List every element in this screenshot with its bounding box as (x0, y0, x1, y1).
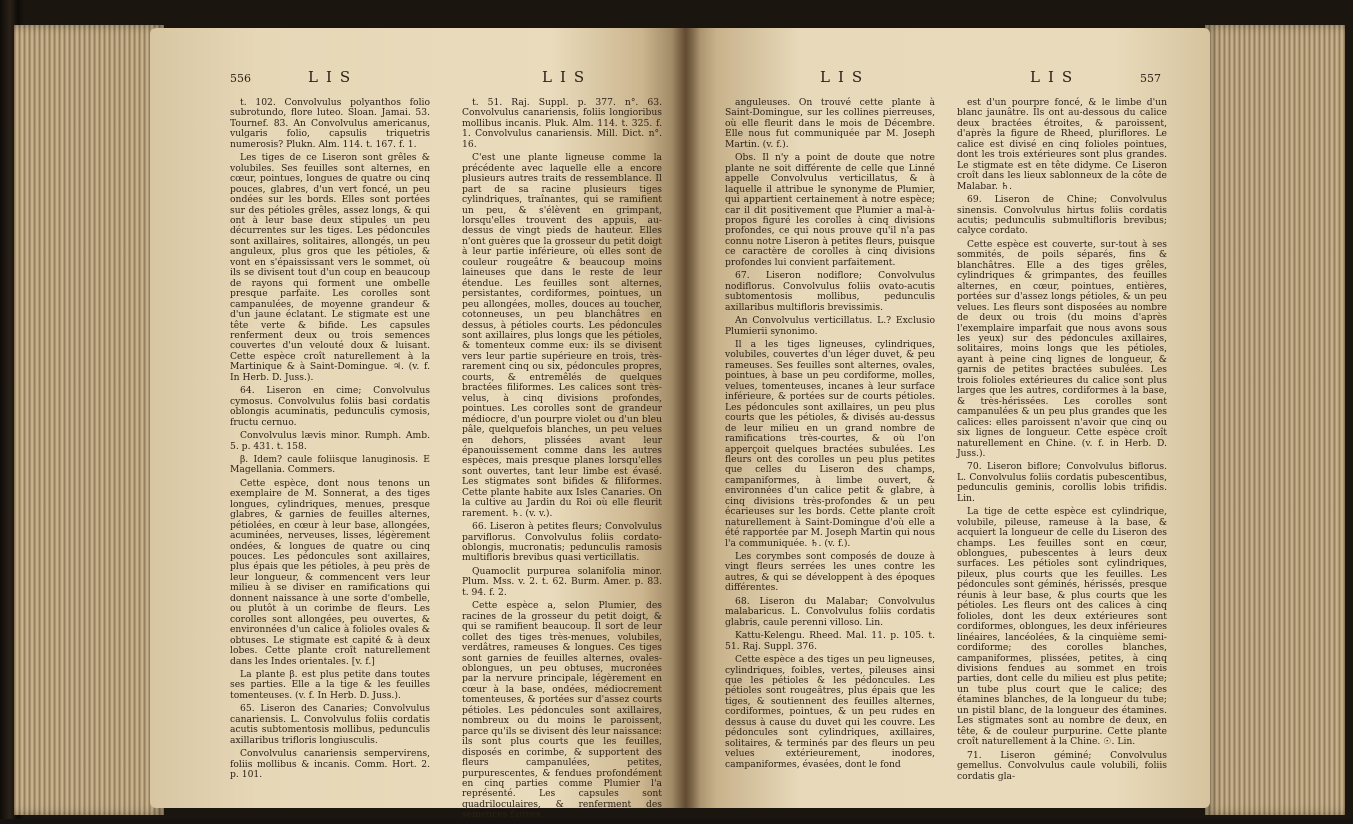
book-gutter (672, 28, 700, 808)
paragraph: Convolvulus canariensis sempervirens, foliis mollibus & incanis. Comm. Hort. 2. p. 101. (230, 748, 430, 781)
paragraph: anguleuses. On trouvé cette plante à Saint-Domingue, sur les collines pierreuses, où elle fleurit dans le mois de Décembre. Elle nous fut communiquée par M. Joseph Martin. (v. f.). (725, 97, 935, 150)
right-page-edges (1205, 25, 1345, 815)
paragraph: Il a les tiges ligneuses, cylindriques, volubiles, couvertes d'un léger duvet, & peu rameuses. Ses feuilles sont alternes, ovales, pointues, à base un peu cordiforme, molles, velues, tomenteuses, incanes à leur surface inférieure, & portées sur de courts pétioles. Les pédoncules sont axillaires, un peu plus courts que les pétioles, & divisés au-dessus de leur milieu en un grand nombre de ramifications très-courtes, & où l'on apperçoit quelques bractées subulées. Les fleurs ont des corolles un peu plus petites que celles du Liseron des champs, campaniformes, à limbe ouvert, & environnées d'un calice petit & glabre, à cinq divisions très-profondes & un peu écarieuses sur les bords. Cette plante croît naturellement à Saint-Domingue d'où elle a été rapportée par M. Joseph Martin qui nous l'a communiquée. ♄. (v. f.). (725, 338, 935, 549)
paragraph: Convolvulus lævis minor. Rumph. Amb. 5. p. 431. t. 158. (230, 430, 430, 452)
paragraph: Cette espèce a, selon Plumier, des racines de la grosseur du petit doigt, & qui se ramifient beaucoup. Il sort de leur collet des tiges très-menues, volubiles, verdâtres, rameuses & longues. Ces tiges sont garnies de feuilles alternes, ovales-oblongues, un peu obtuses, mucronées par la nervure principale, légèrement en cœur à la base, ondées, médiocrement tomenteuses, & portées sur d'assez courts pétioles. Les pédoncules sont axillaires, nombreux ou du moins le paroissent, parce qu'ils se divisent dès leur naissance: ils sont plus courts que les feuilles, disposés en corimbe, & supportent des fleurs campanulées, petites, purpurescentes, & fendues profondément en cinq parties comme Plumier l'a représenté. Les capsules sont quadriloculaires, & renferment des semences fauves, (462, 600, 662, 821)
page-number: 557 (1140, 72, 1161, 85)
paragraph: est d'un pourpre foncé, & le limbe d'un blanc jaunâtre. Ils ont au-dessous du calice deux bractées étroites, & paroissent, d'après la figure de Rheed, pluriflores. Le calice est divisé en cinq folioles pointues, dont les trois extérieures sont plus grandes. Le stigmate est en tête didyme. Ce Liseron croît dans les lieux sablonneux de la côte de Malabar. ♄. (957, 97, 1167, 192)
paragraph: 67. Liseron nodiflore; Convolvulus nodiflorus. Convolvulus foliis ovato-acutis subtomentosis mollibus, pedunculis axillaribus multifloris brevissimis. (725, 270, 935, 313)
running-head: LIS (308, 68, 359, 86)
running-head: LIS (820, 68, 871, 86)
paragraph: 69. Liseron de Chine; Convolvulus sinensis. Convolvulus hirtus foliis cordatis acutis; pedunculis submultifloris brevibus; calyce cordato. (957, 194, 1167, 237)
paragraph: La tige de cette espèce est cylindrique, volubile, pileuse, rameuse à la base, & acquiert la longueur de celle du Liseron des champs. Les feuilles sont en cœur, oblongues, pubescentes à leurs deux surfaces. Les pétioles sont cylindriques, pileux, plus courts que les feuilles. Les pédoncules sont géminés, hérissés, presque réunis à leur base, & plus courts que les pétioles. Les fleurs ont des calices à cinq folioles, dont les deux extérieures sont cordiformes, oblongues, les deux inférieures linéaires, lancéolées, & la cinquième semi-cordiforme; des corolles blanches, campaniformes, plissées, petites, à cinq divisions fendues au sommet en trois parties, dont celle du milieu est plus petite; un tube plus court que le calice; des étamines blanches, de la longueur du tube; un pistil blanc, de la longueur des étamines. Les stigmates sont au nombre de deux, en tête, & de couleur purpurine. Cette plante croît naturellement à la Chine. ☉. Lin. (957, 506, 1167, 748)
paragraph: β. Idem? caule foliisque lanuginosis. E Magellania. Commers. (230, 453, 430, 476)
paragraph: t. 102. Convolvulus polyanthos folio subrotundo, flore luteo. Sloan. Jamai. 53. Tournef. 83. An Convolvulus americanus, vulgaris folio, capsulis triquetris numerosis? Plukn. Alm. 114. t. 167. f. 1. (230, 97, 430, 150)
paragraph: t. 51. Raj. Suppl. p. 377. n°. 63. Convolvulus canariensis, foliis longioribus mollibus incanis. Pluk. Alm. 114. t. 325. f. 1. Convolvulus canariensis. Mill. Dict. n°. 16. (462, 97, 662, 150)
text-column (725, 98, 935, 773)
paragraph: Quamoclit purpurea solanifolia minor. Plum. Mss. v. 2. t. 62. Burm. Amer. p. 83. t. 94. f. 2. (462, 565, 662, 598)
paragraph: Obs. Il n'y a point de doute que notre plante ne soit différente de celle que Linné appelle Convolvulus verticillatus, & à laquelle il attribue le synonyme de Plumier, qui appartient certainement à notre espèce; car il dit positivement que Plumier a mal-à-propos figuré les corolles à cinq divisions profondes, ce qui nous prouve qu'il n'a pas connu notre Liseron à petites fleurs, puisque ce caractère de corolles à cinq divisions profondes lui convient parfaitement. (725, 152, 935, 268)
paragraph: Cette espèce, dont nous tenons un exemplaire de M. Sonnerat, a des tiges longues, cylindriques, menues, presque glabres, & garnies de feuilles alternes, pétiolées, en cœur à leur base, allongées, acuminées, nerveuses, lisses, légèrement ondées, & longues de quatre ou cinq pouces. Les pédoncules sont axillaires, plus épais que les pétioles, à peu près de leur longueur, & commencent vers leur milieu à se diviser en ramifications qui donnent naissance à une sorte d'ombelle, ou plutôt à un corimbe de fleurs. Les corolles sont allongées, peu ouvertes, & environnées d'un calice à folioles ovales & obtuses. Le stigmate est capité & à deux lobes. Cette plante croît naturellement dans les Indes orientales. [v. f.] (230, 477, 430, 667)
paragraph: La plante β. est plus petite dans toutes ses parties. Elle a la tige & les feuilles tomenteuses. (v. f. In Herb. D. Juss.). (230, 669, 430, 701)
text-column (230, 98, 430, 784)
paragraph: Cette espèce est couverte, sur-tout à ses sommités, de poils séparés, fins & blanchâtres. Elle a des tiges grêles, cylindriques & grimpantes, des feuilles alternes, en cœur, pointues, entières, portées sur d'assez longs pétioles, & un peu velues. Les fleurs sont disposées au nombre de deux ou trois (du moins d'après l'exemplaire imparfait que nous avons sous les yeux) sur des pédoncules axillaires, solitaires, moins longs que les pétioles, ayant à peine cinq lignes de longueur, & garnis de petites bractées subulées. Les trois folioles extérieures du calice sont plus larges que les autres, cordiformes à la base, & très-hérissées. Les corolles sont campanulées & un peu plus grandes que les calices: elles paroissent n'avoir que cinq ou six lignes de longueur. Cette espèce croît naturellement en Chine. (v. f. in Herb. D. Juss.). (957, 238, 1167, 459)
paragraph: 65. Liseron des Canaries; Convolvulus canariensis. L. Convolvulus foliis cordatis acutis subtomentosis mollibus, pedunculis axillaribus trifloris longiusculis. (230, 703, 430, 746)
paragraph: 66. Liseron à petites fleurs; Convolvulus parviflorus. Convolvulus foliis cordato-oblongis, mucronatis; pedunculis ramosis multifloris brevibus quasi verticillatis. (462, 521, 662, 564)
paragraph: Les tiges de ce Liseron sont grêles & volubiles. Ses feuilles sont alternes, en cœur, pointues, longues de quatre ou cinq pouces, glabres, d'un vert foncé, un peu ondées sur les bords. Elles sont portées sur des pétioles grêles, assez longs, & qui ont à leur base deux stipules un peu décurrentes sur les tiges. Les pédoncules sont axillaires, solitaires, allongés, un peu anguleux, plus gros que les pétioles, & vont en s'épaississant vers le sommet, où ils se divisent tout d'un coup en beaucoup de rayons qui forment une ombelle presque parfaite. Les corolles sont campanulées, de moyenne grandeur & d'un jaune éclatant. Le stigmate est une tête verte & bifide. Les capsules renferment deux ou trois semences couvertes d'un velouté doux & luisant. Cette espèce croît naturellement à la Martinique & à Saint-Domingue. ♃. (v. f. In Herb. D. Juss.). (230, 152, 430, 383)
paragraph: Les corymbes sont composés de douze à vingt fleurs serrées les unes contre les autres, & qui se développent à des époques différentes. (725, 551, 935, 594)
right-page (685, 28, 1210, 808)
paragraph: 71. Liseron géminé; Convolvulus gemellus. Convolvulus caule volubili, foliis cordatis gla- (957, 749, 1167, 782)
paragraph: C'est une plante ligneuse comme la précédente avec laquelle elle a encore plusieurs autres traits de ressemblance. Il part de sa racine plusieurs tiges cylindriques, traînantes, qui se ramifient un peu, & s'élèvent en grimpant, lorsqu'elles trouvent des appuis, au-dessus de vingt pieds de hauteur. Elles n'ont guères que la grosseur du petit doigt à leur partie inférieure, où elles sont de couleur rougeâtre & beaucoup moins laineuses que dans le reste de leur étendue. Les feuilles sont alternes, persistantes, cordiformes, pointues, un peu allongées, molles, douces au toucher, cotonneuses, un peu blanchâtres en dessus, à pétioles courts. Les pédoncules sont axillaires, plus longs que les pétioles, & tomenteux comme eux: ils se divisent vers leur partie supérieure en trois, très-rarement cinq ou six, pédoncules propres, courts, & entremêlés de quelques bractées filiformes. Les calices sont très-velus, à cinq divisions profondes, pointues. Les corolles sont de grandeur médiocre, d'un pourpre violet ou d'un bleu pâle, quelquefois blanches, un peu velues en dehors, plissées avant leur épanouissement comme dans les autres espèces, mais presque planes lorsqu'elles sont ouvertes, tant leur limbe est évasé. Les stigmates sont bifides & filiformes. Cette plante habite aux Isles Canaries. On la cultive au Jardin du Roi où elle fleurit rarement. ♄. (v. v.). (462, 152, 662, 519)
paragraph: 70. Liseron biflore; Convolvulus biflorus. L. Convolvulus foliis cordatis pubescentibus, pedunculis geminis, corollis lobis trifidis. Lin. (957, 461, 1167, 504)
paragraph: Kattu-Kelengu. Rheed. Mal. 11. p. 105. t. 51. Raj. Suppl. 376. (725, 630, 935, 652)
left-page-edges (14, 25, 164, 815)
paragraph: An Convolvulus verticillatus. L.? Exclusio Plumierii synonimo. (725, 315, 935, 337)
paragraph: 64. Liseron en cime; Convolvulus cymosus. Convolvulus foliis basi cordatis oblongis acuminatis, pedunculis cymosis, fructu cernuo. (230, 385, 430, 428)
running-head: LIS (1030, 68, 1081, 86)
text-column (957, 98, 1167, 785)
running-head: LIS (542, 68, 593, 86)
paragraph: 68. Liseron du Malabar; Convolvulus malabaricus. L. Convolvulus foliis cordatis glabris, caule perenni villoso. Lin. (725, 595, 935, 628)
left-page (150, 28, 685, 821)
page-number: 556 (230, 72, 251, 85)
text-column (462, 98, 662, 824)
paragraph: Cette espèce a des tiges un peu ligneuses, cylindriques, foibles, vertes, pileuses ainsi que les pétioles & les pédoncules. Les pétioles sont rougeâtres, plus épais que les tiges, & soutiennent des feuilles alternes, cordiformes, pointues, & un peu rudes en dessus à cause du duvet qui les couvre. Les pédoncules sont cylindriques, axillaires, solitaires, & terminés par des fleurs un peu velues extérieurement, inodores, campaniformes, évasées, dont le fond (725, 654, 935, 770)
